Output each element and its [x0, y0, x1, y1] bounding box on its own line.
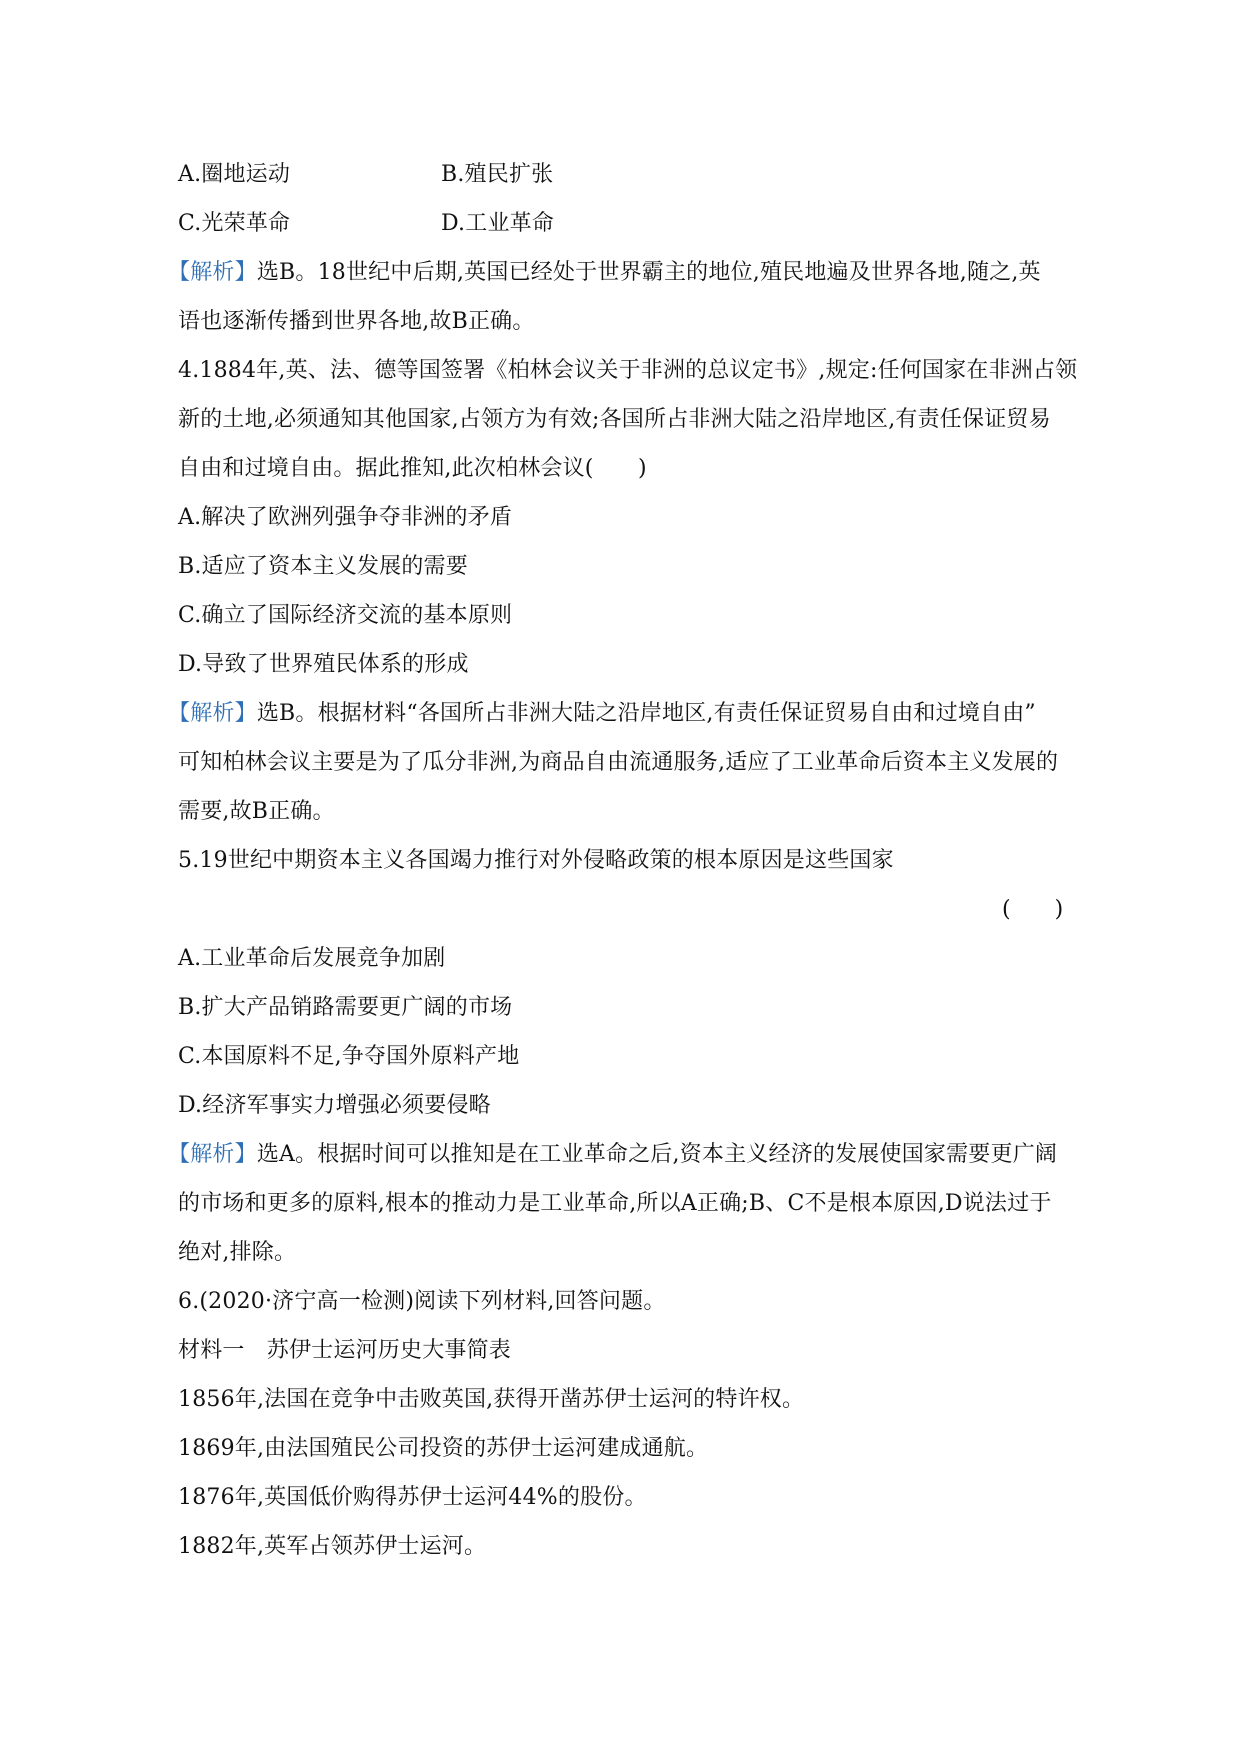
- q4-stem-line-1: 4.1884年,英、法、德等国签署《柏林会议关于非洲的总议定书》,规定:任何国家在非洲占领: [178, 358, 1078, 383]
- q4-option-b: B.适应了资本主义发展的需要: [178, 554, 468, 579]
- analysis-label: 【解析】: [168, 701, 257, 726]
- analysis-text: 选B。根据材料“各国所占非洲大陆之沿岸地区,有责任保证贸易自由和过境自由”: [256, 701, 1036, 726]
- q6-event-3: 1876年,英国低价购得苏伊士运河44%的股份。: [178, 1485, 647, 1510]
- q4-analysis-line-1: [168, 699, 1036, 729]
- q3-option-b: B.殖民扩张: [441, 162, 554, 187]
- q3-option-c: C.光荣革命: [178, 211, 291, 236]
- q4-option-c: C.确立了国际经济交流的基本原则: [178, 603, 513, 628]
- q6-event-2: 1869年,由法国殖民公司投资的苏伊士运河建成通航。: [178, 1436, 709, 1461]
- q4-stem-line-2: 新的土地,必须通知其他国家,占领方为有效;各国所占非洲大陆之沿岸地区,有责任保证贸易: [178, 407, 1051, 432]
- q5-analysis-line-3: 绝对,排除。: [178, 1240, 297, 1265]
- analysis-text: 选B。18世纪中后期,英国已经处于世界霸主的地位,殖民地遍及世界各地,随之,英: [256, 260, 1041, 285]
- q5-answer-blank: ( ): [1002, 897, 1064, 922]
- q5-analysis-line-1: [168, 1140, 1057, 1170]
- q4-analysis-line-3: 需要,故B正确。: [178, 799, 335, 824]
- q4-stem-line-3: 自由和过境自由。据此推知,此次柏林会议( ): [178, 456, 647, 481]
- q4-option-d: D.导致了世界殖民体系的形成: [178, 652, 469, 677]
- q5-option-d: D.经济军事实力增强必须要侵略: [178, 1093, 491, 1118]
- q4-option-a: A.解决了欧洲列强争夺非洲的矛盾: [178, 505, 513, 530]
- q4-analysis-line-2: 可知柏林会议主要是为了瓜分非洲,为商品自由流通服务,适应了工业革命后资本主义发展的: [178, 750, 1059, 775]
- q3-option-d: D.工业革命: [441, 211, 555, 236]
- q6-event-4: 1882年,英军占领苏伊士运河。: [178, 1534, 487, 1559]
- q6-material-title: 材料一 苏伊士运河历史大事简表: [178, 1338, 512, 1363]
- analysis-label: 【解析】: [168, 1142, 257, 1167]
- q3-analysis-line-1: [168, 258, 1041, 288]
- q5-option-c: C.本国原料不足,争夺国外原料产地: [178, 1044, 520, 1069]
- q3-analysis-line-2: 语也逐渐传播到世界各地,故B正确。: [178, 309, 535, 334]
- analysis-text: 选A。根据时间可以推知是在工业革命之后,资本主义经济的发展使国家需要更广阔: [256, 1142, 1058, 1167]
- q6-stem: 6.(2020·济宁高一检测)阅读下列材料,回答问题。: [178, 1289, 666, 1314]
- q6-event-1: 1856年,法国在竞争中击败英国,获得开凿苏伊士运河的特许权。: [178, 1387, 805, 1412]
- q5-option-a: A.工业革命后发展竞争加剧: [178, 946, 446, 971]
- q5-option-b: B.扩大产品销路需要更广阔的市场: [178, 995, 513, 1020]
- q5-analysis-line-2: 的市场和更多的原料,根本的推动力是工业革命,所以A正确;B、C不是根本原因,D说法过于: [178, 1191, 1052, 1216]
- q3-option-a: A.圈地运动: [178, 162, 291, 187]
- q5-stem: 5.19世纪中期资本主义各国竭力推行对外侵略政策的根本原因是这些国家: [178, 848, 894, 873]
- analysis-label: 【解析】: [168, 260, 257, 285]
